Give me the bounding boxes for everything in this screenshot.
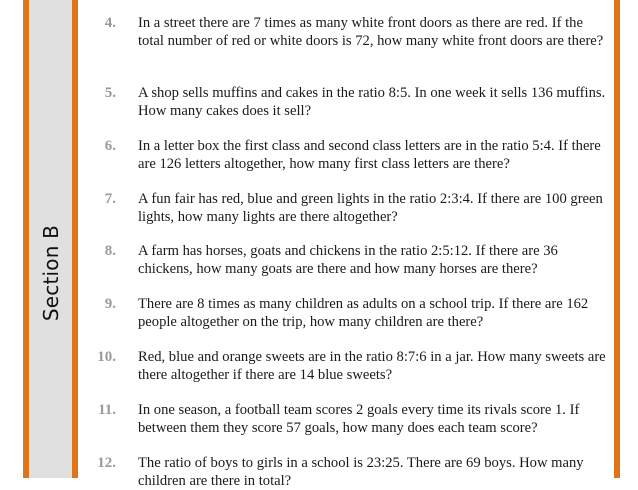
question-text: A farm has horses, goats and chickens in the ratio 2:5:12. If there are 36 chickens, how many goats are there and how many horses are there?: [138, 243, 558, 277]
question-number: 11.: [98, 402, 116, 418]
question-text: In one season, a football team scores 2 goals every time its rivals score 1. If between them they score 57 goals, how many does each team score?: [138, 402, 580, 436]
question-number: 10.: [97, 349, 116, 365]
question-text: A fun fair has red, blue and green lights in the ratio 2:3:4. If there are 100 green lights, how many lights are there altogether?: [138, 191, 603, 225]
question-text: In a letter box the first class and second class letters are in the ratio 5:4. If there are 126 letters altogether, how many first class letters are there?: [138, 138, 601, 172]
question-number: 6.: [104, 138, 116, 154]
right-border: [614, 0, 620, 478]
question-number: 5.: [104, 85, 116, 101]
question-text: In a street there are 7 times as many white front doors as there are red. If the total number of red or white doors is 72, how many white front doors are there?: [138, 15, 604, 49]
question-text: Red, blue and orange sweets are in the ratio 8:7:6 in a jar. How many sweets are there altogether if there are 14 blue sweets?: [138, 349, 606, 383]
question-number: 9.: [104, 296, 116, 312]
section-label: Section B: [38, 224, 63, 322]
question-number: 12.: [97, 455, 116, 471]
question-text: There are 8 times as many children as adults on a school trip. If there are 162 people altogether on the trip, how many children are there?: [138, 296, 589, 330]
section-sidebar: [23, 0, 78, 478]
question-text: A shop sells muffins and cakes in the ratio 8:5. In one week it sells 136 muffins. How many cakes does it sell?: [138, 85, 606, 119]
question-number: 7.: [104, 191, 116, 207]
question-number: 4.: [104, 15, 116, 31]
question-text: The ratio of boys to girls in a school is 23:25. There are 69 boys. How many children are there in total?: [138, 455, 584, 489]
question-number: 8.: [104, 243, 116, 259]
